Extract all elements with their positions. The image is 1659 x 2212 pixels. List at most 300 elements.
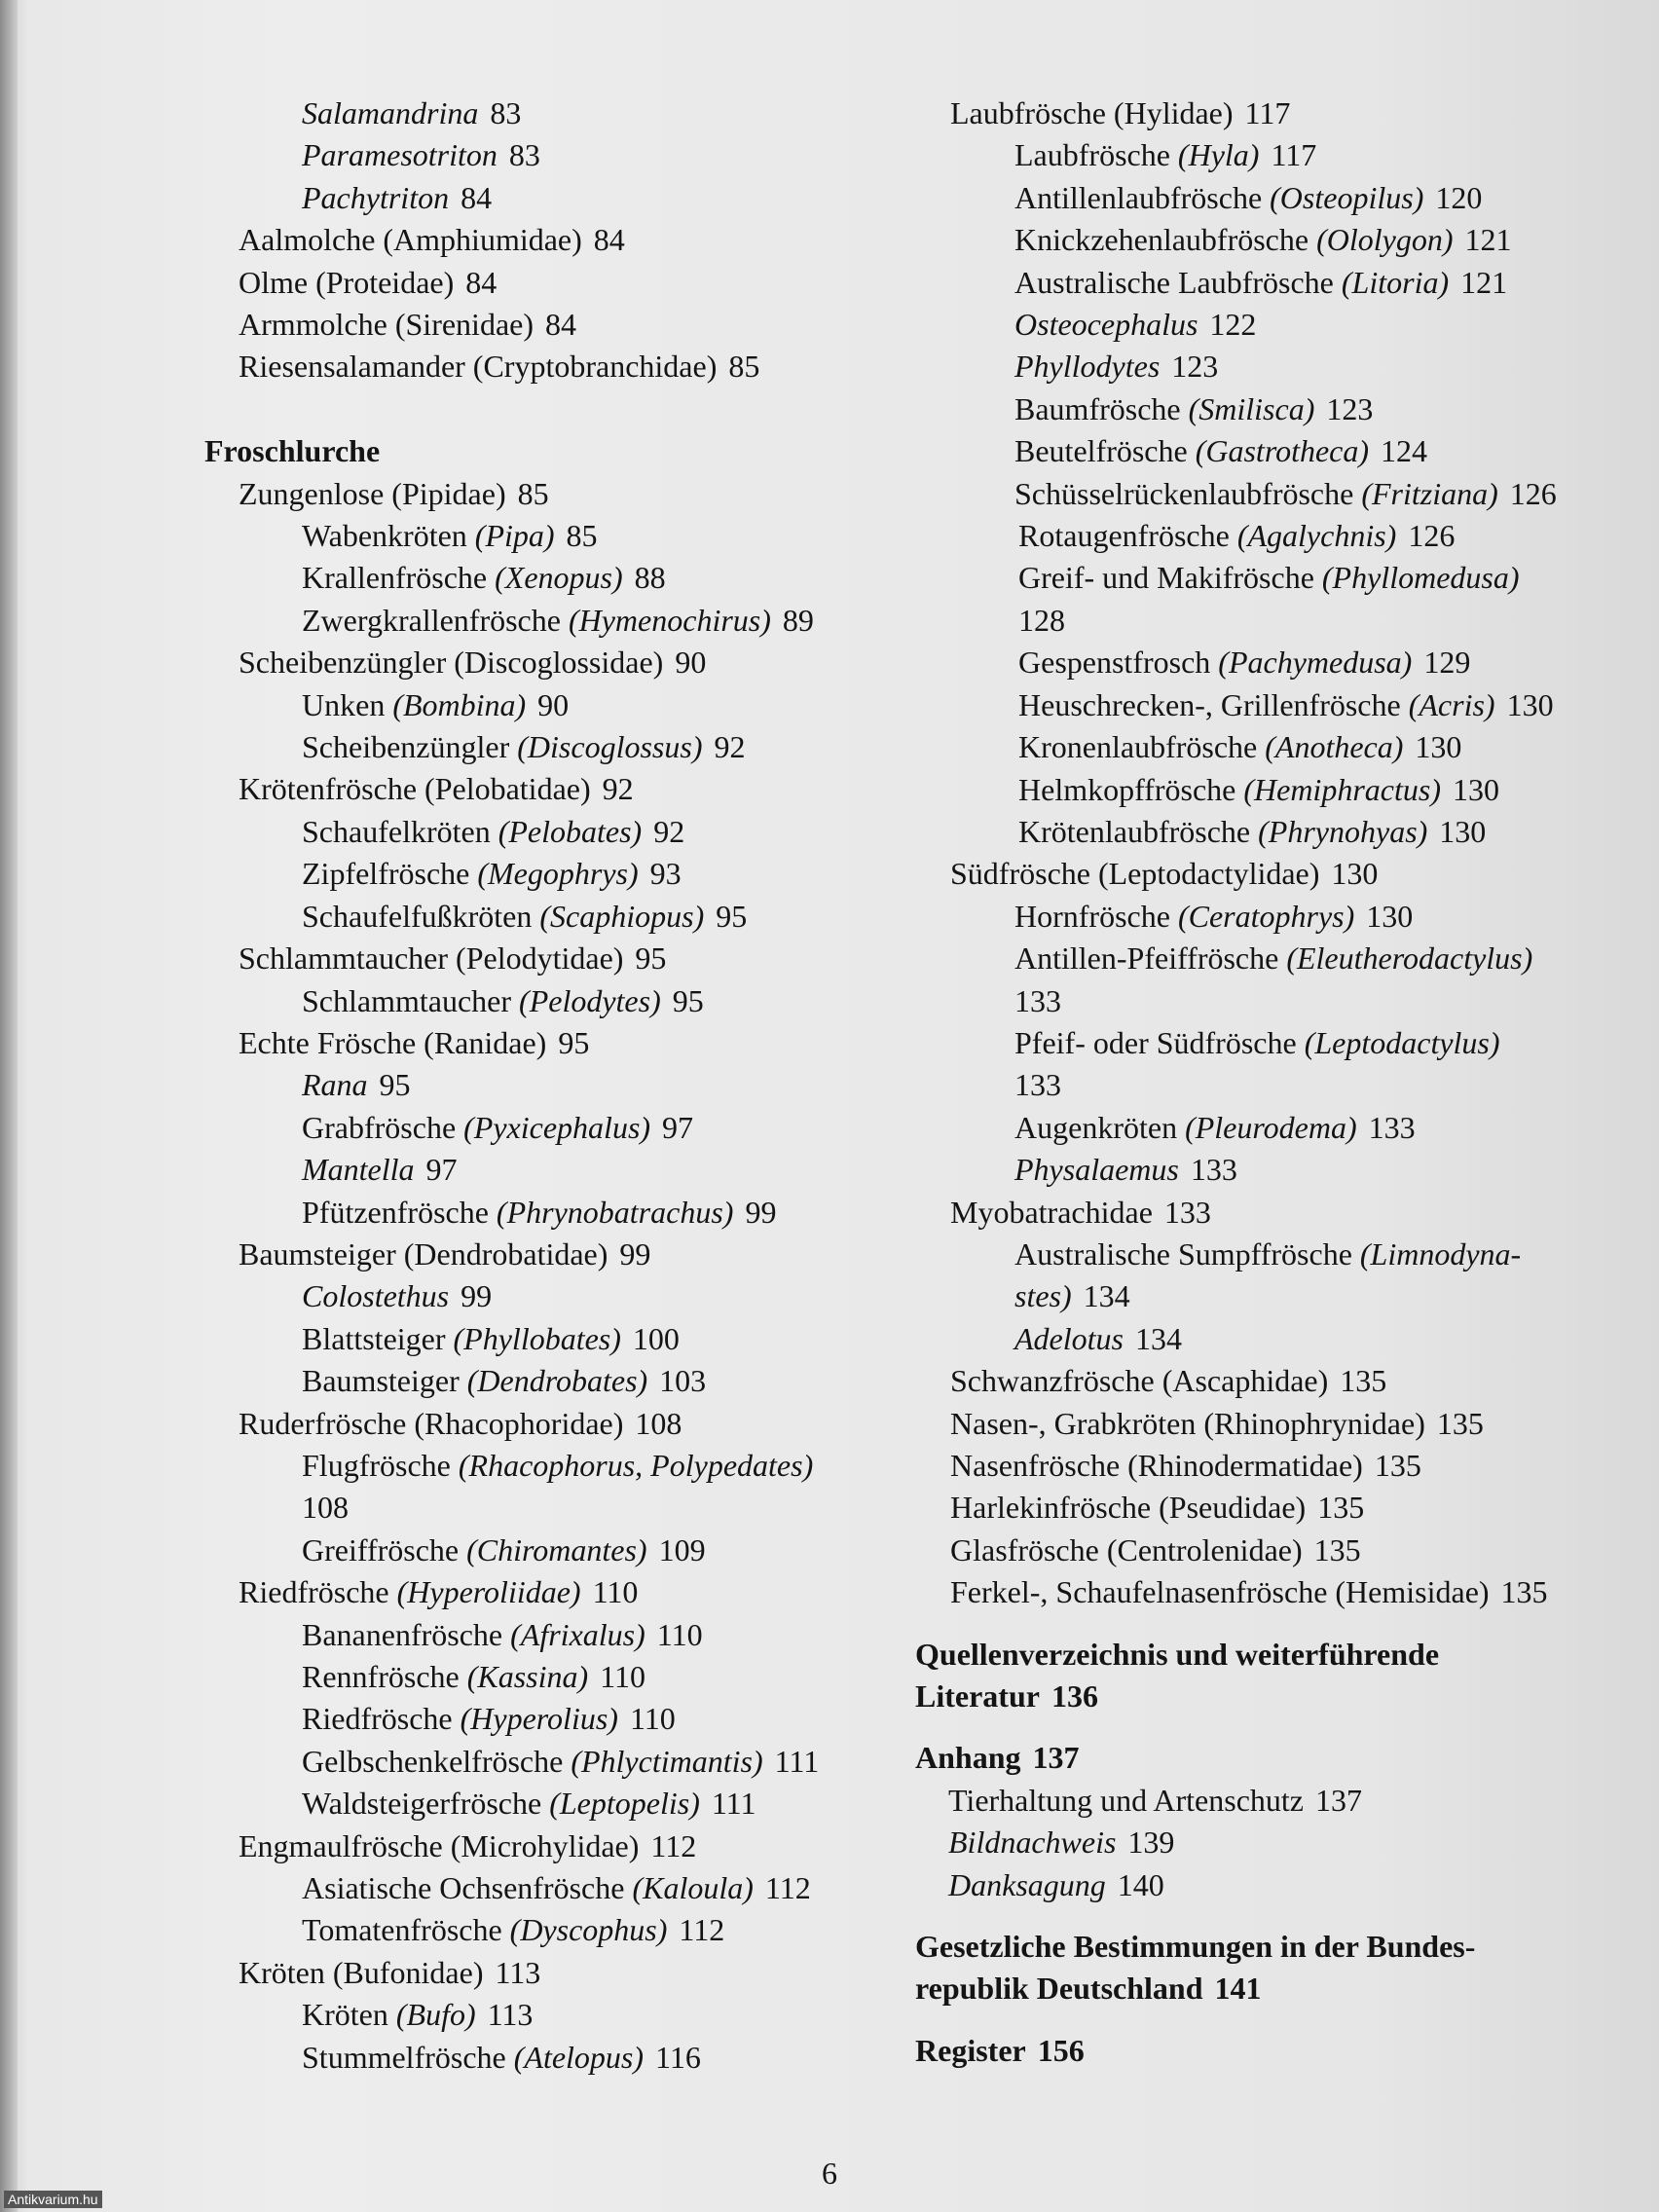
entry-genus: stes) bbox=[1014, 1278, 1072, 1314]
entry-page: 137 bbox=[1315, 1782, 1362, 1818]
entry-genus: (Phlyctimantis) bbox=[571, 1743, 763, 1779]
entry-title: Wabenkröten bbox=[302, 518, 475, 554]
toc-entry bbox=[204, 557, 905, 599]
entry-title: Nasen-, Grabkröten (Rhinophrynidae) bbox=[950, 1405, 1425, 1441]
toc-entry bbox=[915, 853, 1636, 895]
toc-entry bbox=[204, 304, 905, 346]
toc-heading bbox=[915, 1968, 1636, 2009]
entry-page: 130 bbox=[1366, 898, 1414, 934]
entry-title: Antillen-Pfeiffrösche bbox=[1014, 940, 1287, 977]
entry-title: Schlammtaucher (Pelodytidae) bbox=[239, 940, 624, 977]
entry-title: Unken bbox=[302, 686, 393, 722]
entry-page: 133 bbox=[1368, 1109, 1416, 1145]
toc-entry bbox=[204, 1403, 905, 1445]
entry-genus: (Gastrotheca) bbox=[1195, 433, 1370, 469]
entry-page: 135 bbox=[1340, 1363, 1387, 1399]
toc-entry bbox=[915, 346, 1636, 387]
entry-title: Pfützenfrösche bbox=[302, 1194, 497, 1230]
entry-title: Rotaugenfrösche bbox=[1018, 518, 1237, 554]
entry-page: 88 bbox=[634, 560, 666, 596]
entry-page: 95 bbox=[635, 940, 667, 977]
toc-entry bbox=[204, 1952, 905, 1994]
entry-title: Schlammtaucher bbox=[302, 982, 520, 1018]
toc-entry bbox=[915, 938, 1636, 979]
entry-title: Scheibenzüngler bbox=[302, 729, 518, 765]
entry-title: Baumfrösche bbox=[1014, 390, 1189, 426]
entry-title: Phyllodytes bbox=[1014, 349, 1161, 385]
spacer bbox=[915, 1906, 1636, 1926]
entry-genus: (Smilisca) bbox=[1188, 390, 1315, 426]
entry-genus: (Rhacophorus, Polypedates) bbox=[458, 1447, 814, 1483]
entry-page: 123 bbox=[1171, 349, 1219, 385]
entry-genus: (Litoria) bbox=[1341, 264, 1450, 300]
entry-title: Heuschrecken-, Grillenfrösche bbox=[1018, 686, 1409, 722]
entry-page: 97 bbox=[425, 1152, 458, 1188]
toc-entry bbox=[915, 1780, 1636, 1822]
entry-page: 136 bbox=[1051, 1678, 1098, 1714]
entry-genus: (Hymenochirus) bbox=[568, 602, 771, 638]
entry-page: 134 bbox=[1083, 1278, 1130, 1314]
entry-page: 110 bbox=[629, 1701, 676, 1737]
toc-entry bbox=[915, 1107, 1636, 1149]
entry-genus: (Afrixalus) bbox=[510, 1616, 645, 1652]
entry-page: 95 bbox=[716, 898, 748, 934]
entry-title: Kronenlaubfrösche bbox=[1018, 729, 1266, 765]
toc-entry bbox=[204, 642, 905, 683]
toc-entry bbox=[204, 1867, 905, 1909]
toc-entry bbox=[204, 1318, 905, 1360]
entry-page: 90 bbox=[675, 645, 707, 681]
entry-genus: (Phrynohyas) bbox=[1258, 813, 1428, 849]
entry-title: 108 bbox=[302, 1490, 349, 1526]
entry-genus: (Acris) bbox=[1408, 686, 1495, 722]
entry-page: 140 bbox=[1117, 1866, 1164, 1902]
toc-entry bbox=[204, 1445, 905, 1487]
entry-page: 122 bbox=[1209, 307, 1257, 343]
entry-title: Blattsteiger bbox=[302, 1320, 454, 1356]
toc-entry bbox=[204, 1487, 905, 1529]
toc-entry bbox=[915, 726, 1636, 768]
entry-page: 121 bbox=[1460, 264, 1508, 300]
entry-page: 135 bbox=[1317, 1490, 1365, 1526]
toc-entry bbox=[204, 811, 905, 853]
toc-entry bbox=[204, 1698, 905, 1740]
entry-page: 134 bbox=[1134, 1320, 1182, 1356]
entry-title: Grabfrösche bbox=[302, 1109, 464, 1145]
entry-title: Froschlurche bbox=[204, 433, 381, 469]
toc-entry bbox=[915, 769, 1636, 811]
entry-page: 135 bbox=[1313, 1531, 1361, 1567]
entry-title: Schaufelkröten bbox=[302, 813, 498, 849]
entry-title: Osteocephalus bbox=[1014, 307, 1198, 343]
toc-entry bbox=[915, 473, 1636, 515]
toc-entry bbox=[204, 980, 905, 1022]
entry-title: Pfeif- oder Südfrösche bbox=[1014, 1024, 1305, 1060]
entry-page: 85 bbox=[566, 518, 598, 554]
toc-entry bbox=[204, 684, 905, 726]
toc-column-left bbox=[204, 92, 905, 2079]
entry-title: Literatur bbox=[915, 1678, 1040, 1714]
toc-entry bbox=[915, 1403, 1636, 1445]
entry-page: 99 bbox=[619, 1235, 651, 1272]
entry-page: 95 bbox=[379, 1067, 411, 1103]
toc-entry bbox=[204, 134, 905, 176]
entry-page: 84 bbox=[461, 179, 493, 215]
entry-title: Stummelfrösche bbox=[302, 2039, 514, 2075]
entry-page: 84 bbox=[465, 264, 498, 300]
entry-title: Glasfrösche (Centrolenidae) bbox=[950, 1531, 1303, 1567]
entry-page: 92 bbox=[714, 729, 746, 765]
entry-page: 135 bbox=[1436, 1405, 1484, 1441]
entry-genus: (Pleurodema) bbox=[1185, 1109, 1357, 1145]
entry-title: Baumsteiger (Dendrobatidae) bbox=[239, 1235, 608, 1272]
entry-title: Flugfrösche bbox=[302, 1447, 459, 1483]
toc-entry bbox=[915, 1530, 1636, 1571]
entry-genus: (Hyperoliidae) bbox=[396, 1574, 581, 1610]
entry-title: Laubfrösche bbox=[1014, 137, 1178, 173]
entry-title: Nasenfrösche (Rhinodermatidae) bbox=[950, 1448, 1363, 1483]
entry-title: Tierhaltung und Artenschutz bbox=[948, 1782, 1304, 1818]
toc-heading bbox=[915, 1926, 1636, 1968]
toc-entry bbox=[204, 896, 905, 938]
entry-title: Scheibenzüngler (Discoglossidae) bbox=[239, 645, 664, 681]
entry-page: 108 bbox=[635, 1405, 682, 1441]
entry-genus: (Hemiphractus) bbox=[1243, 771, 1441, 807]
entry-genus: (Scaphiopus) bbox=[539, 898, 705, 934]
toc-entry bbox=[915, 1360, 1636, 1402]
entry-page: 89 bbox=[782, 602, 814, 638]
entry-genus: (Dendrobates) bbox=[466, 1363, 648, 1399]
toc-entry bbox=[915, 219, 1636, 261]
entry-title: Krötenlaubfrösche bbox=[1018, 813, 1259, 849]
entry-title: Gesetzliche Bestimmungen in der Bundes- bbox=[915, 1929, 1476, 1965]
toc-entry bbox=[915, 304, 1636, 346]
entry-page: 92 bbox=[602, 771, 634, 807]
entry-title: Laubfrösche (Hylidae) bbox=[950, 95, 1234, 130]
entry-page: 130 bbox=[1415, 729, 1462, 765]
toc-entry bbox=[204, 1783, 905, 1825]
toc-entry bbox=[915, 1149, 1636, 1191]
spacer bbox=[915, 1717, 1636, 1737]
toc-entry bbox=[204, 1360, 905, 1402]
entry-genus: (Pipa) bbox=[474, 518, 555, 554]
toc-entry bbox=[204, 1656, 905, 1698]
toc-entry bbox=[915, 134, 1636, 176]
entry-title: Register bbox=[915, 2032, 1026, 2068]
entry-title: Knickzehenlaubfrösche bbox=[1014, 222, 1317, 258]
spacer bbox=[915, 1614, 1636, 1634]
entry-genus: (Discoglossus) bbox=[517, 729, 703, 765]
entry-page: 156 bbox=[1037, 2032, 1085, 2068]
entry-genus: (Anotheca) bbox=[1265, 729, 1404, 765]
entry-title: Rennfrösche bbox=[302, 1659, 467, 1695]
entry-genus: (Pyxicephalus) bbox=[463, 1109, 651, 1145]
spacer bbox=[915, 2010, 1636, 2030]
entry-title: Krallenfrösche bbox=[302, 560, 496, 596]
toc-entry bbox=[204, 600, 905, 642]
page-edge bbox=[0, 0, 18, 2212]
toc-entry bbox=[204, 1022, 905, 1064]
toc-heading bbox=[915, 2030, 1636, 2072]
entry-title: Engmaulfrösche (Microhylidae) bbox=[239, 1827, 640, 1863]
toc-entry bbox=[204, 1149, 905, 1191]
entry-title: Riedfrösche bbox=[302, 1701, 461, 1737]
entry-title: Kröten bbox=[302, 1997, 396, 2033]
entry-title: Riedfrösche bbox=[239, 1574, 397, 1610]
entry-genus: (Phyllobates) bbox=[453, 1320, 621, 1356]
toc-entry bbox=[915, 642, 1636, 683]
entry-title: Schwanzfrösche (Ascaphidae) bbox=[950, 1363, 1329, 1399]
entry-genus: (Bombina) bbox=[392, 686, 527, 722]
entry-page: 110 bbox=[600, 1659, 645, 1695]
entry-title: Tomatenfrösche bbox=[302, 1912, 510, 1948]
toc-entry bbox=[204, 1530, 905, 1571]
toc-entry bbox=[204, 2037, 905, 2079]
entry-title: Olme (Proteidae) bbox=[239, 264, 455, 300]
toc-entry bbox=[204, 346, 905, 387]
toc-entry bbox=[204, 1994, 905, 2036]
entry-title: Gespenstfrosch bbox=[1018, 645, 1219, 681]
entry-genus: (Kassina) bbox=[466, 1659, 589, 1695]
entry-genus: (Xenopus) bbox=[495, 560, 623, 596]
toc-entry bbox=[915, 388, 1636, 430]
toc-entry bbox=[915, 1022, 1636, 1064]
toc-entry bbox=[915, 177, 1636, 219]
entry-title: Asiatische Ochsenfrösche bbox=[302, 1870, 633, 1906]
entry-page: 135 bbox=[1374, 1448, 1421, 1483]
entry-title: Zwergkrallenfrösche bbox=[302, 602, 569, 638]
entry-title: Waldsteigerfrösche bbox=[302, 1786, 550, 1822]
entry-title: Beutelfrösche bbox=[1014, 433, 1196, 469]
entry-title: Hornfrösche bbox=[1014, 898, 1178, 934]
entry-page: 83 bbox=[508, 137, 540, 173]
entry-page: 113 bbox=[487, 1997, 534, 2033]
entry-page: 97 bbox=[662, 1109, 694, 1145]
entry-title: Harlekinfrösche (Pseudidae) bbox=[950, 1490, 1307, 1526]
entry-page: 137 bbox=[1032, 1740, 1080, 1776]
entry-title: Aalmolche (Amphiumidae) bbox=[239, 222, 582, 258]
entry-title: Colostethus bbox=[302, 1278, 450, 1314]
entry-title: 128 bbox=[1018, 602, 1065, 638]
toc-entry bbox=[915, 600, 1636, 642]
toc-entry bbox=[204, 1192, 905, 1234]
toc-entry bbox=[204, 515, 905, 557]
toc-entry bbox=[204, 1614, 905, 1656]
entry-title: Australische Laubfrösche bbox=[1014, 264, 1342, 300]
entry-page: 141 bbox=[1214, 1971, 1262, 2007]
entry-genus: (Hyla) bbox=[1177, 137, 1260, 173]
toc-entry bbox=[204, 1064, 905, 1106]
toc-heading bbox=[915, 1737, 1636, 1779]
entry-page: 126 bbox=[1408, 518, 1456, 554]
toc-entry bbox=[204, 219, 905, 261]
toc-entry bbox=[915, 1275, 1636, 1317]
entry-genus: (Agalychnis) bbox=[1236, 518, 1397, 554]
toc-entry bbox=[915, 1571, 1636, 1613]
entry-page: 110 bbox=[592, 1574, 639, 1610]
toc-entry bbox=[915, 1192, 1636, 1234]
toc-entry bbox=[915, 557, 1636, 599]
entry-genus: (Limnodyna- bbox=[1359, 1235, 1522, 1272]
entry-genus: (Megophrys) bbox=[477, 856, 639, 892]
entry-page: 120 bbox=[1435, 179, 1483, 215]
entry-title: Pachytriton bbox=[302, 179, 450, 215]
entry-title: Südfrösche (Leptodactylidae) bbox=[950, 856, 1320, 892]
entry-title: Danksagung bbox=[948, 1866, 1106, 1902]
entry-title: Zipfelfrösche bbox=[302, 856, 478, 892]
entry-title: Australische Sumpffrösche bbox=[1014, 1235, 1360, 1272]
entry-genus: (Eleutherodactylus) bbox=[1286, 940, 1533, 977]
toc-heading bbox=[204, 430, 905, 472]
entry-title: Baumsteiger bbox=[302, 1363, 467, 1399]
toc-entry bbox=[915, 980, 1636, 1022]
entry-title: Schüsselrückenlaubfrösche bbox=[1014, 475, 1362, 511]
entry-page: 130 bbox=[1452, 771, 1499, 807]
entry-title: Salamandrina bbox=[302, 95, 479, 130]
entry-page: 112 bbox=[679, 1912, 725, 1948]
entry-page: 130 bbox=[1439, 813, 1487, 849]
toc-entry bbox=[204, 1909, 905, 1951]
entry-page: 135 bbox=[1500, 1574, 1548, 1610]
entry-page: 110 bbox=[656, 1616, 703, 1652]
entry-genus: (Kaloula) bbox=[632, 1870, 754, 1906]
entry-page: 99 bbox=[745, 1194, 777, 1230]
entry-title: Bildnachweis bbox=[948, 1825, 1117, 1861]
entry-page: 103 bbox=[659, 1363, 707, 1399]
entry-title: Myobatrachidae bbox=[950, 1194, 1153, 1230]
entry-title: Helmkopffrösche bbox=[1018, 771, 1244, 807]
toc-entry bbox=[915, 1822, 1636, 1863]
entry-title: Anhang bbox=[915, 1740, 1021, 1776]
entry-page: 112 bbox=[764, 1870, 811, 1906]
entry-genus: (Chiromantes) bbox=[466, 1531, 647, 1567]
entry-title: Rana bbox=[302, 1067, 368, 1103]
entry-page: 139 bbox=[1127, 1825, 1175, 1861]
entry-page: 112 bbox=[650, 1827, 697, 1863]
entry-page: 100 bbox=[632, 1320, 680, 1356]
entry-page: 92 bbox=[653, 813, 685, 849]
toc-entry bbox=[915, 1864, 1636, 1906]
entry-genus: (Hyperolius) bbox=[460, 1701, 618, 1737]
entry-page: 129 bbox=[1423, 645, 1471, 681]
toc-entry bbox=[204, 938, 905, 979]
entry-genus: (Phrynobatrachus) bbox=[496, 1194, 734, 1230]
toc-heading bbox=[915, 1676, 1636, 1717]
entry-page: 99 bbox=[461, 1278, 493, 1314]
entry-title: Paramesotriton bbox=[302, 137, 498, 173]
entry-title: Zungenlose (Pipidae) bbox=[239, 475, 506, 511]
toc-entry bbox=[915, 1487, 1636, 1529]
entry-title: Krötenfrösche (Pelobatidae) bbox=[239, 771, 591, 807]
entry-page: 130 bbox=[1331, 856, 1379, 892]
entry-page: 84 bbox=[593, 222, 625, 258]
entry-title: Greiffrösche bbox=[302, 1531, 467, 1567]
watermark: Antikvarium.hu bbox=[4, 2191, 102, 2208]
entry-page: 133 bbox=[1163, 1194, 1211, 1230]
entry-page: 117 bbox=[1244, 95, 1291, 130]
entry-title: Riesensalamander (Cryptobranchidae) bbox=[239, 349, 718, 385]
toc-entry bbox=[915, 1234, 1636, 1275]
toc-entry bbox=[204, 1275, 905, 1317]
entry-genus: (Leptodactylus) bbox=[1304, 1024, 1500, 1060]
toc-entry bbox=[204, 1741, 905, 1783]
entry-genus: (Ceratophrys) bbox=[1177, 898, 1355, 934]
entry-page: 123 bbox=[1326, 390, 1374, 426]
entry-page: 130 bbox=[1506, 686, 1554, 722]
toc-entry bbox=[915, 811, 1636, 853]
entry-genus: (Leptopelis) bbox=[549, 1786, 700, 1822]
toc-entry bbox=[204, 1107, 905, 1149]
entry-title: Physalaemus bbox=[1014, 1152, 1179, 1188]
entry-genus: (Ololygon) bbox=[1316, 222, 1454, 258]
toc-entry bbox=[204, 1825, 905, 1867]
toc-entry bbox=[204, 262, 905, 304]
page-number: 6 bbox=[822, 2156, 837, 2191]
toc-entry bbox=[204, 726, 905, 768]
toc-entry bbox=[915, 684, 1636, 726]
entry-page: 85 bbox=[517, 475, 549, 511]
entry-title: Ruderfrösche (Rhacophoridae) bbox=[239, 1405, 624, 1441]
entry-genus: (Phyllomedusa) bbox=[1321, 560, 1520, 596]
entry-page: 133 bbox=[1190, 1152, 1237, 1188]
toc-entry bbox=[915, 1445, 1636, 1487]
entry-page: 83 bbox=[490, 95, 522, 130]
toc-entry bbox=[915, 1064, 1636, 1106]
entry-page: 124 bbox=[1381, 433, 1428, 469]
entry-title: Schaufelfußkröten bbox=[302, 898, 540, 934]
entry-page: 95 bbox=[558, 1024, 590, 1060]
entry-title: 133 bbox=[1014, 1067, 1061, 1103]
entry-title: Antillenlaubfrösche bbox=[1014, 179, 1271, 215]
entry-title: Augenkröten bbox=[1014, 1109, 1186, 1145]
toc-entry bbox=[915, 430, 1636, 472]
entry-page: 84 bbox=[545, 307, 576, 343]
toc-entry bbox=[204, 1234, 905, 1275]
toc-entry bbox=[915, 262, 1636, 304]
entry-genus: (Atelopus) bbox=[513, 2039, 645, 2075]
entry-page: 95 bbox=[672, 982, 704, 1018]
entry-title: Greif- und Makifrösche bbox=[1018, 560, 1322, 596]
entry-title: Mantella bbox=[302, 1152, 415, 1188]
entry-genus: (Pelobates) bbox=[498, 813, 643, 849]
entry-title: Echte Frösche (Ranidae) bbox=[239, 1024, 547, 1060]
toc-entry bbox=[915, 896, 1636, 938]
entry-genus: (Bufo) bbox=[395, 1997, 476, 2033]
entry-page: 126 bbox=[1509, 475, 1557, 511]
toc-entry bbox=[915, 1318, 1636, 1360]
entry-page: 90 bbox=[537, 686, 570, 722]
entry-page: 111 bbox=[774, 1743, 820, 1779]
entry-genus: (Fritziana) bbox=[1361, 475, 1498, 511]
entry-title: Ferkel-, Schaufelnasenfrösche (Hemisidae) bbox=[950, 1574, 1490, 1610]
entry-page: 113 bbox=[495, 1954, 541, 1990]
entry-page: 109 bbox=[658, 1531, 706, 1567]
entry-title: 133 bbox=[1014, 982, 1061, 1018]
entry-title: Kröten (Bufonidae) bbox=[239, 1954, 484, 1990]
entry-page: 121 bbox=[1464, 222, 1512, 258]
entry-genus: (Osteopilus) bbox=[1270, 179, 1424, 215]
toc-entry bbox=[204, 768, 905, 810]
entry-title: republik Deutschland bbox=[915, 1971, 1203, 2007]
entry-genus: (Pelodytes) bbox=[519, 982, 661, 1018]
entry-title: Gelbschenkelfrösche bbox=[302, 1743, 571, 1779]
entry-genus: (Dyscophus) bbox=[509, 1912, 668, 1948]
toc-entry bbox=[204, 1571, 905, 1613]
entry-page: 85 bbox=[728, 349, 760, 385]
spacer bbox=[204, 388, 905, 430]
entry-page: 117 bbox=[1271, 137, 1317, 173]
toc-entry bbox=[204, 853, 905, 895]
